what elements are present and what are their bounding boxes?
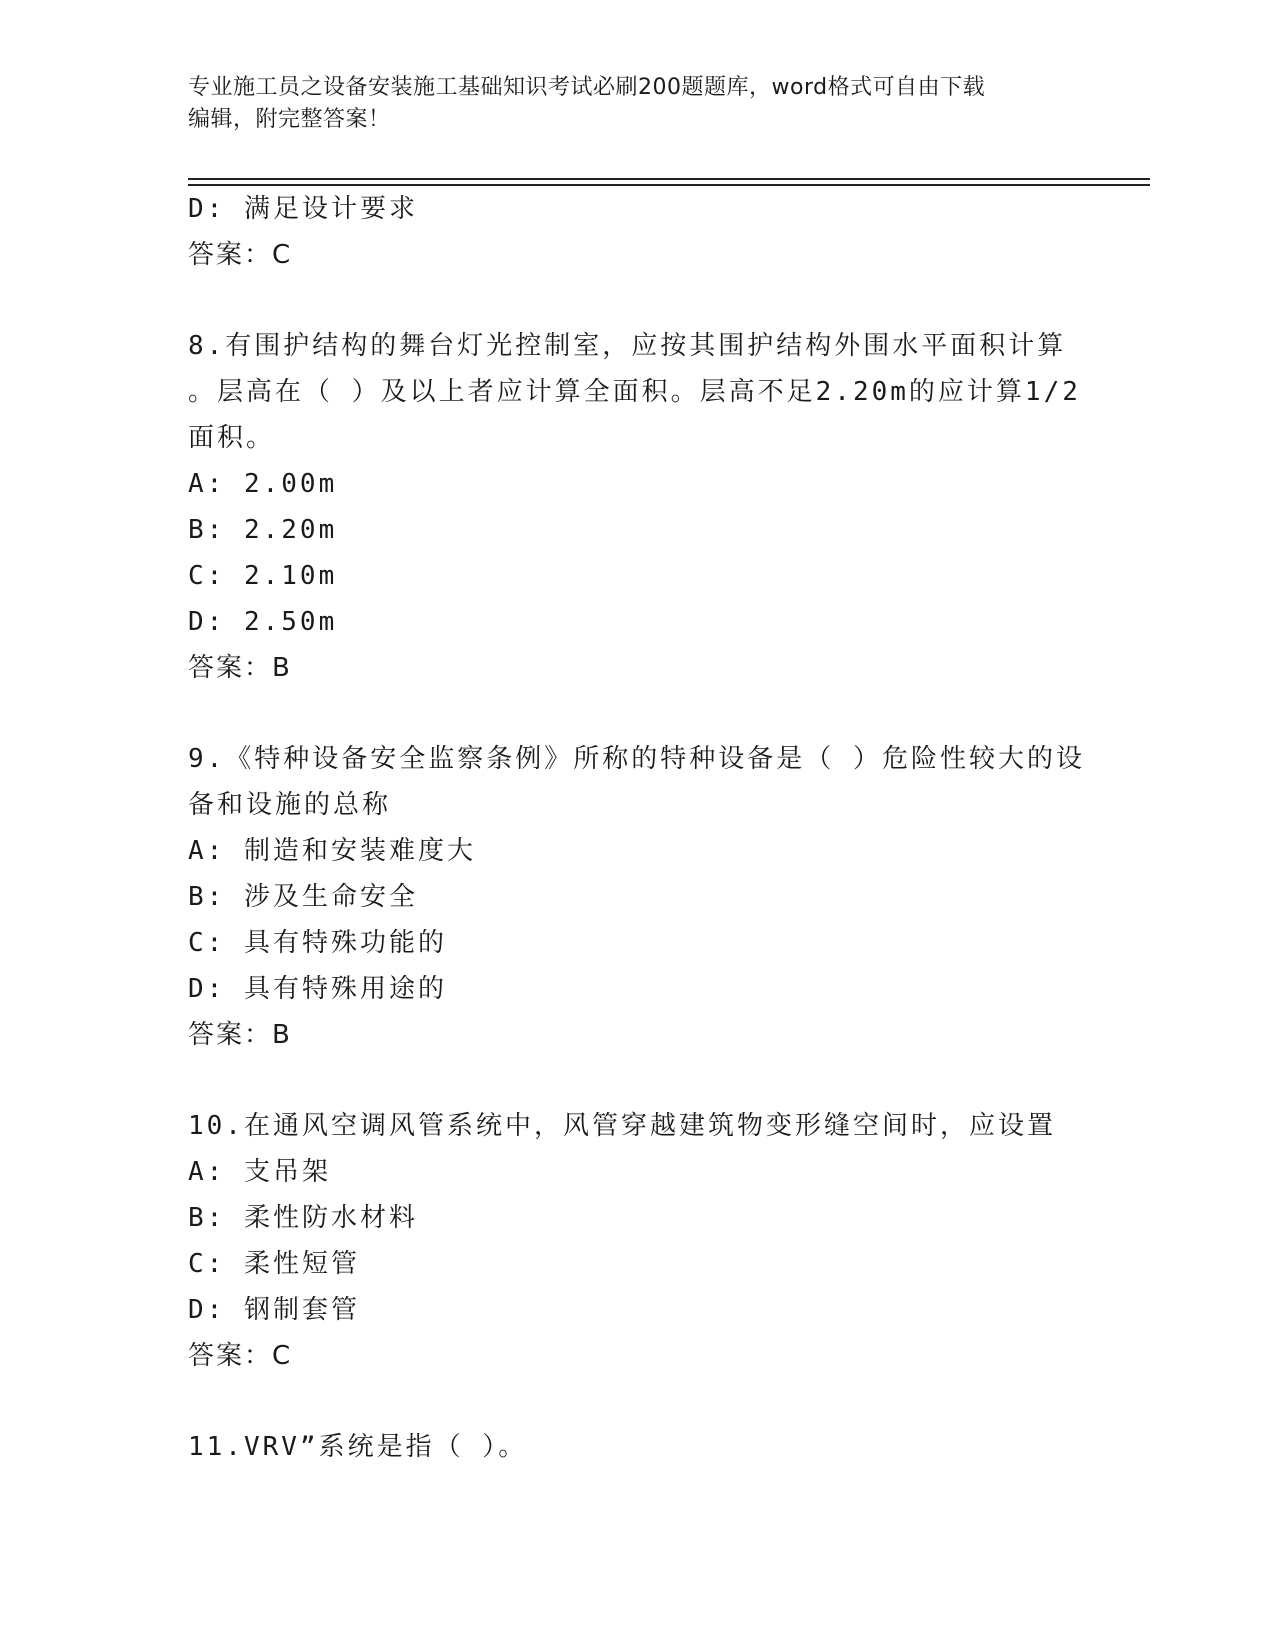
question-8 <box>188 323 1088 691</box>
header-line-2: 编辑，附完整答案！ <box>188 107 391 132</box>
question-11 <box>188 1424 1088 1470</box>
option-d: D: 满足设计要求 <box>188 194 418 224</box>
answer: 答案：B <box>188 653 292 683</box>
question-text: 备和设施的总称 <box>188 790 392 820</box>
question-text: 9.《特种设备安全监察条例》所称的特种设备是（ ）危险性较大的设 <box>188 744 1085 774</box>
option-c: C: 柔性短管 <box>188 1249 360 1279</box>
option-a: A: 制造和安装难度大 <box>188 836 476 866</box>
document-header <box>188 72 1088 136</box>
question-text: 面积。 <box>188 423 276 453</box>
answer: 答案：B <box>188 1020 292 1050</box>
option-d: D: 2.50m <box>188 607 338 637</box>
question-text: 。层高在（ ）及以上者应计算全面积。层高不足2.20m的应计算1/2 <box>188 377 1081 407</box>
option-b: B: 2.20m <box>188 515 338 545</box>
option-d: D: 具有特殊用途的 <box>188 974 447 1004</box>
question-9 <box>188 736 1088 1058</box>
option-c: C: 2.10m <box>188 561 338 591</box>
option-a: A: 支吊架 <box>188 1157 331 1187</box>
option-a: A: 2.00m <box>188 469 338 499</box>
spacer <box>188 278 1088 323</box>
header-divider-top <box>188 178 1150 180</box>
question-text: 8.有围护结构的舞台灯光控制室，应按其围护结构外围水平面积计算 <box>188 331 1067 361</box>
spacer <box>188 1058 1088 1103</box>
question-7-tail <box>188 186 1088 278</box>
spacer <box>188 691 1088 736</box>
option-c: C: 具有特殊功能的 <box>188 928 447 958</box>
answer: 答案：C <box>188 1341 293 1371</box>
spacer <box>188 1379 1088 1424</box>
option-d: D: 钢制套管 <box>188 1295 360 1325</box>
question-10 <box>188 1103 1088 1379</box>
header-line-1: 专业施工员之设备安装施工基础知识考试必刷200题题库，word格式可自由下载 <box>188 75 986 100</box>
option-b: B: 柔性防水材料 <box>188 1203 418 1233</box>
document-body <box>188 186 1088 1470</box>
answer: 答案：C <box>188 240 293 270</box>
option-b: B: 涉及生命安全 <box>188 882 418 912</box>
question-text: 11.VRV”系统是指（ ）。 <box>188 1432 528 1462</box>
question-text: 10.在通风空调风管系统中，风管穿越建筑物变形缝空间时，应设置 <box>188 1111 1056 1141</box>
